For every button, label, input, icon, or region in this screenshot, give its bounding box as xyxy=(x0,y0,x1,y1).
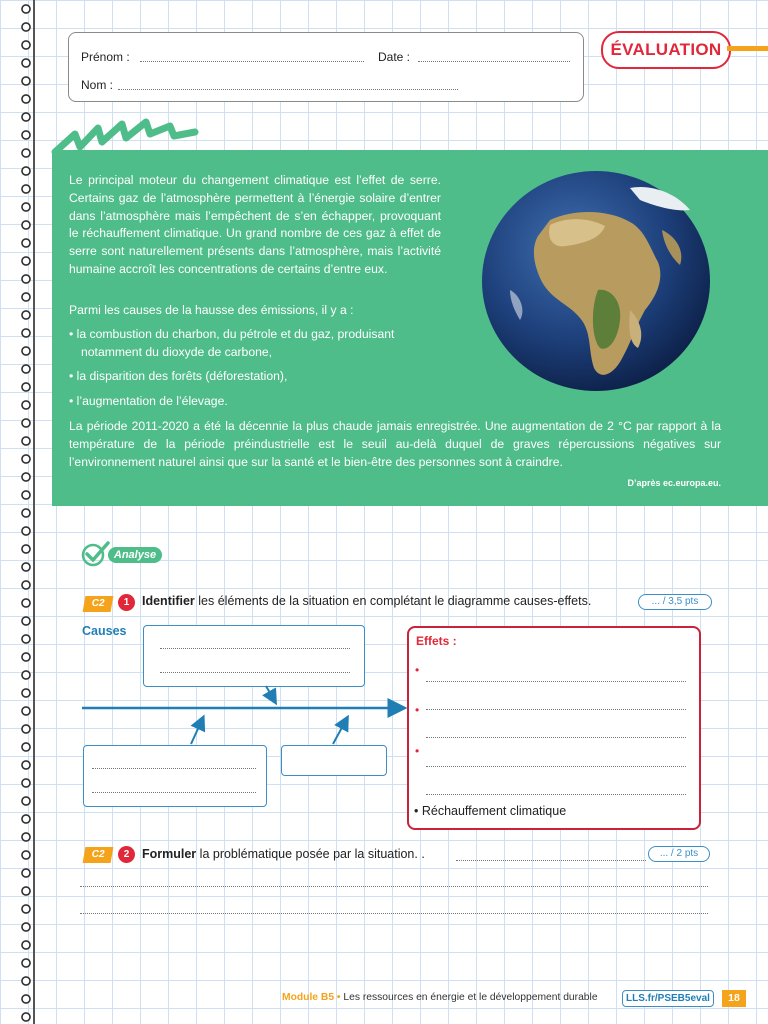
competence-badge: C2 xyxy=(83,596,114,612)
question-1-verb: Identifier xyxy=(142,594,195,608)
footer-title: Les ressources en énergie et le développement durable xyxy=(343,992,598,1003)
evaluation-badge: ÉVALUATION xyxy=(601,31,731,69)
spiral-rail xyxy=(33,0,35,1024)
date-field[interactable] xyxy=(418,61,570,62)
intro-bullet: • la combustion du charbon, du pétrole et du gaz, produisant notamment du dioxyde de carbone, xyxy=(69,327,395,359)
points-field[interactable]: ... / 3,5 pts xyxy=(638,594,712,610)
question-number: 2 xyxy=(118,846,135,863)
source-credit: D’après ec.europa.eu. xyxy=(627,478,721,488)
student-identity-box xyxy=(68,32,584,102)
question-2-body: la problématique posée par la situation. . xyxy=(196,847,425,861)
causes-label: Causes xyxy=(82,624,127,638)
effect-bullet: • xyxy=(415,744,420,758)
evaluation-accent-bar xyxy=(727,46,768,51)
effect-line[interactable] xyxy=(426,709,686,710)
effects-label: Effets : xyxy=(416,634,457,648)
intro-bullet: • l’augmentation de l’élevage. xyxy=(69,394,228,408)
intro-bullet: • la disparition des forêts (déforestation), xyxy=(69,369,288,383)
prenom-field[interactable] xyxy=(140,61,364,62)
cause-line[interactable] xyxy=(92,768,256,769)
effect-line[interactable] xyxy=(426,766,686,767)
cause-box-top[interactable] xyxy=(143,625,365,687)
footer-text xyxy=(282,992,598,1003)
effect-bullet: • xyxy=(415,663,420,677)
effect-line[interactable] xyxy=(426,681,686,682)
answer-line[interactable] xyxy=(456,860,646,861)
question-2-text xyxy=(142,847,425,861)
fishbone-arrows xyxy=(78,680,408,750)
nom-label: Nom : xyxy=(81,78,114,92)
intro-paragraph-1: Le principal moteur du changement climatique est l’effet de serre. Certains gaz de l’atmosphère permettent à l’énergie solaire d’entrer dans l’atmosphère mais l’empêchent de s’en échapper, provoquant le réchauffement climatique. Un grand nombre de ces gaz à effet de serre sont naturellement présents dans l’atmosphère, mais l’activité humaine accroît les concentrations de certains d’entre eux. xyxy=(69,173,441,276)
footer-module: Module B5 xyxy=(282,992,335,1003)
answer-line[interactable] xyxy=(80,886,708,887)
intro-paragraph-2: Parmi les causes de la hausse des émissions, il y a : xyxy=(69,303,354,317)
intro-paragraph-3: La période 2011-2020 a été la décennie la plus chaude jamais enregistrée. Une augmentation de 2 °C par rapport à la température de la période préindustrielle est le seuil au-delà duquel de graves répercussions négatives sur l’environnement naturel ainsi que sur la santé et le bien-être des personnes sont à craindre. xyxy=(69,419,721,469)
cause-box-bottom-left[interactable] xyxy=(83,745,267,807)
prenom-label: Prénom : xyxy=(81,50,130,64)
effect-line[interactable] xyxy=(426,737,686,738)
question-1-text xyxy=(142,594,591,608)
answer-line[interactable] xyxy=(80,913,708,914)
date-label: Date : xyxy=(378,50,411,64)
final-effect-text: • Réchauffement climatique xyxy=(414,804,567,818)
question-2-verb: Formuler xyxy=(142,847,197,861)
cause-line[interactable] xyxy=(160,672,350,673)
effect-line[interactable] xyxy=(426,794,686,795)
question-number: 1 xyxy=(118,594,135,611)
page-number: 18 xyxy=(722,990,746,1007)
cause-line[interactable] xyxy=(160,648,350,649)
effect-bullet: • xyxy=(415,703,420,717)
points-field[interactable]: ... / 2 pts xyxy=(648,846,710,862)
effects-box xyxy=(407,626,701,830)
analyse-section-label: Analyse xyxy=(108,547,162,563)
lls-link[interactable]: LLS.fr/PSEB5eval xyxy=(622,990,714,1007)
cause-line[interactable] xyxy=(92,792,256,793)
earth-globe-image xyxy=(480,170,712,392)
nom-field[interactable] xyxy=(118,89,458,90)
spiral-binding xyxy=(18,0,34,1024)
competence-badge: C2 xyxy=(83,847,114,863)
footer-separator: • xyxy=(334,992,344,1003)
question-1-body: les éléments de la situation en complétant le diagramme causes-effets. xyxy=(194,594,592,608)
